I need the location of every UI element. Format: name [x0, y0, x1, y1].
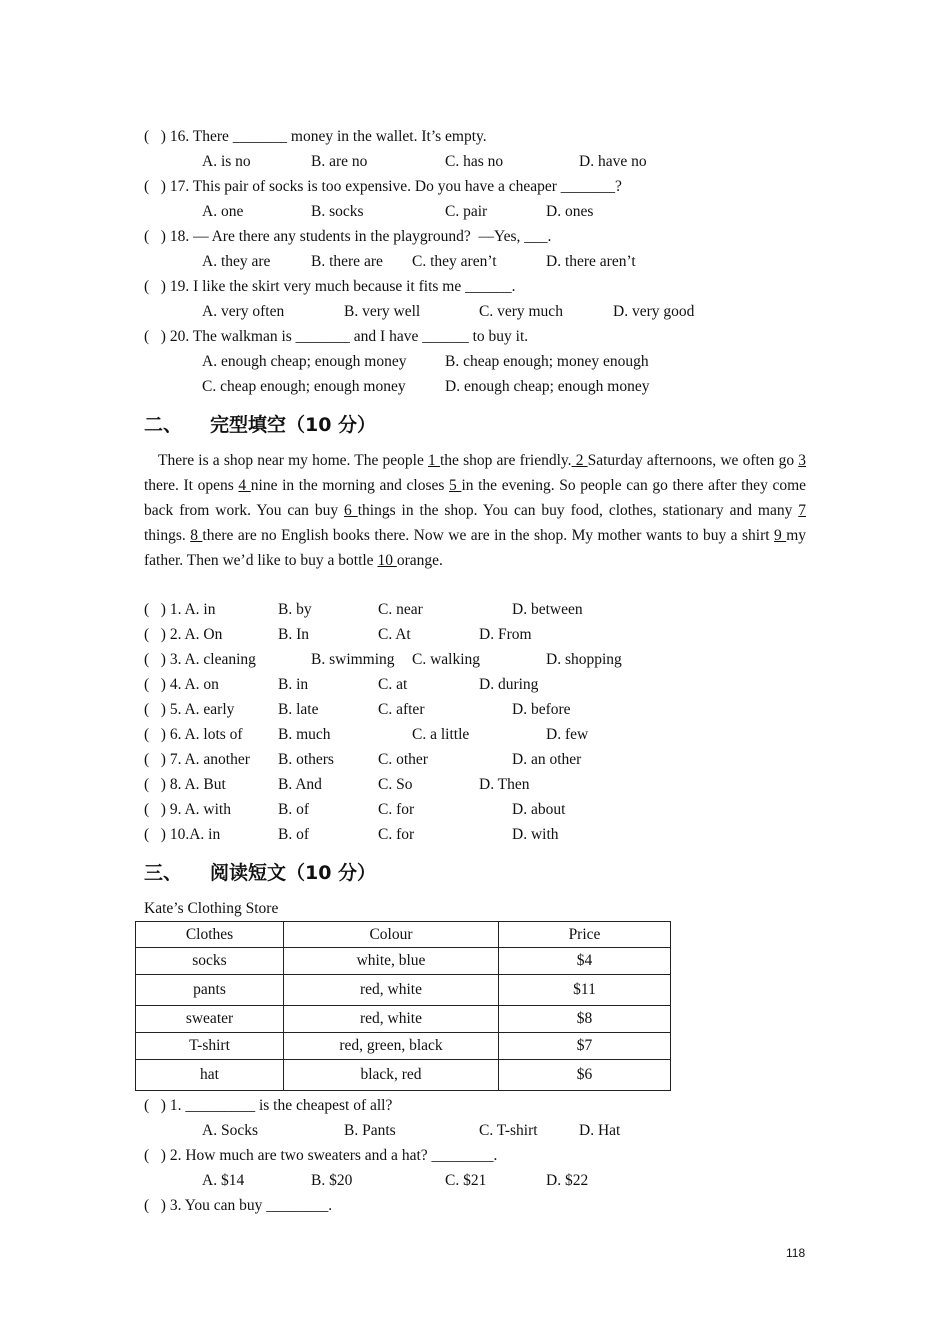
option-17c: C. pair — [445, 203, 488, 220]
cell-clothes: T-shirt — [136, 1033, 284, 1060]
cloze-question-8: ( ) 8. A. But — [144, 776, 226, 793]
blank-5: 5 — [449, 477, 462, 494]
question-16: ( ) 16. There _______ money in the wallet. It’s empty. — [144, 128, 487, 145]
blank-2: 2 — [571, 452, 588, 469]
table-row — [136, 1033, 671, 1060]
cell-price: $6 — [499, 1060, 671, 1091]
question-20: ( ) 20. The walkman is _______ and I have ______ to buy it. — [144, 328, 529, 345]
cloze-question-1: ( ) 1. A. in — [144, 601, 216, 618]
blank-1: 1 — [428, 452, 440, 469]
reading-option-1a: A. Socks — [202, 1122, 258, 1139]
reading-question-2: ( ) 2. How much are two sweaters and a hat? ________. — [144, 1147, 498, 1164]
cloze-option-9b: B. of — [278, 801, 309, 818]
cell-clothes: socks — [136, 948, 284, 975]
table-row — [136, 1060, 671, 1091]
cloze-option-9c: C. for — [378, 801, 415, 818]
option-19d: D. very good — [613, 303, 695, 320]
cloze-option-10c: C. for — [378, 826, 415, 843]
option-16a: A. is no — [202, 153, 251, 170]
cloze-option-4c: C. at — [378, 676, 408, 693]
cloze-option-10b: B. of — [278, 826, 309, 843]
page-number: 118 — [786, 1246, 806, 1260]
header-colour: Colour — [284, 922, 499, 948]
cloze-option-3d: D. shopping — [546, 651, 622, 668]
reading-option-1d: D. Hat — [579, 1122, 621, 1139]
cloze-option-1c: C. near — [378, 601, 423, 618]
blank-9: 9 — [774, 527, 787, 544]
blank-6: 6 — [344, 502, 358, 519]
option-19a: A. very often — [202, 303, 285, 320]
reading-option-1b: B. Pants — [344, 1122, 396, 1139]
cloze-option-6d: D. few — [546, 726, 589, 743]
cloze-option-9d: D. about — [512, 801, 566, 818]
cloze-passage: There is a shop near my home. The people 1 the shop are friendly. 2 Saturday afternoons, we often go 3 there. It opens 4 nine in the morning and closes 5 in the evening. So people can go there after they come back from work. You can buy 6 things in the shop. You can buy food, clothes, stationary and many 7 things. 8 there are no English books there. Now we are in the shop. My mother wants to buy a shirt 9 my father. Then we’d like to buy a bottle 10 orange. — [144, 452, 807, 569]
cell-colour: red, white — [284, 975, 499, 1006]
blank-10: 10 — [377, 552, 397, 569]
cell-clothes: hat — [136, 1060, 284, 1091]
cloze-option-4d: D. during — [479, 676, 539, 693]
cell-colour: black, red — [284, 1060, 499, 1091]
cloze-option-8d: D. Then — [479, 776, 530, 793]
table-row — [136, 948, 671, 975]
cell-price: $8 — [499, 1006, 671, 1033]
option-18d: D. there aren’t — [546, 253, 636, 270]
cell-price: $7 — [499, 1033, 671, 1060]
option-16c: C. has no — [445, 153, 504, 170]
cloze-option-2d: D. From — [479, 626, 532, 643]
option-17d: D. ones — [546, 203, 594, 220]
option-20a: A. enough cheap; enough money — [202, 353, 407, 370]
cloze-option-6c: C. a little — [412, 726, 470, 743]
cloze-option-2c: C. At — [378, 626, 411, 643]
cloze-option-5c: C. after — [378, 701, 425, 718]
option-17a: A. one — [202, 203, 244, 220]
cloze-question-9: ( ) 9. A. with — [144, 801, 231, 818]
blank-7: 7 — [798, 502, 807, 519]
cloze-option-7c: C. other — [378, 751, 428, 768]
cloze-question-3: ( ) 3. A. cleaning — [144, 651, 256, 668]
cloze-option-1b: B. by — [278, 601, 312, 618]
cloze-question-7: ( ) 7. A. another — [144, 751, 250, 768]
cloze-option-1d: D. between — [512, 601, 583, 618]
table-row — [136, 1006, 671, 1033]
reading-option-1c: C. T-shirt — [479, 1122, 538, 1139]
option-19b: B. very well — [344, 303, 421, 320]
cloze-option-8b: B. And — [278, 776, 322, 793]
cloze-option-7d: D. an other — [512, 751, 582, 768]
option-16d: D. have no — [579, 153, 647, 170]
table-title: Kate’s Clothing Store — [144, 900, 279, 917]
reading-option-2a: A. $14 — [202, 1172, 245, 1189]
cell-price: $4 — [499, 948, 671, 975]
cloze-option-4b: B. in — [278, 676, 309, 693]
cloze-question-6: ( ) 6. A. lots of — [144, 726, 243, 743]
reading-option-2c: C. $21 — [445, 1172, 487, 1189]
cloze-question-10: ( ) 10.A. in — [144, 826, 221, 843]
reading-option-2d: D. $22 — [546, 1172, 589, 1189]
cell-clothes: pants — [136, 975, 284, 1006]
cloze-option-3c: C. walking — [412, 651, 481, 668]
blank-3: 3 — [798, 452, 807, 469]
cell-clothes: sweater — [136, 1006, 284, 1033]
question-17: ( ) 17. This pair of socks is too expensive. Do you have a cheaper _______? — [144, 178, 622, 195]
cloze-option-10d: D. with — [512, 826, 559, 843]
cloze-option-2b: B. In — [278, 626, 309, 643]
table-row — [136, 975, 671, 1006]
blank-4: 4 — [238, 477, 251, 494]
reading-question-3: ( ) 3. You can buy ________. — [144, 1197, 333, 1214]
reading-option-2b: B. $20 — [311, 1172, 353, 1189]
cell-colour: red, green, black — [284, 1033, 499, 1060]
header-price: Price — [499, 922, 671, 948]
table-header-row — [136, 922, 671, 948]
question-19: ( ) 19. I like the skirt very much because it fits me ______. — [144, 278, 516, 295]
option-18b: B. there are — [311, 253, 383, 270]
section3-number: 三、 — [144, 862, 183, 884]
option-20b: B. cheap enough; money enough — [445, 353, 649, 370]
blank-8: 8 — [190, 527, 203, 544]
cell-colour: red, white — [284, 1006, 499, 1033]
clothing-store-table — [135, 921, 671, 1091]
option-17b: B. socks — [311, 203, 364, 220]
section2-title: 完型填空（10 分） — [210, 414, 377, 436]
cloze-option-7b: B. others — [278, 751, 334, 768]
option-20d: D. enough cheap; enough money — [445, 378, 650, 395]
question-18: ( ) 18. — Are there any students in the playground? —Yes, ___. — [144, 228, 552, 245]
header-clothes: Clothes — [136, 922, 284, 948]
option-19c: C. very much — [479, 303, 563, 320]
cloze-option-3b: B. swimming — [311, 651, 395, 668]
cloze-option-8c: C. So — [378, 776, 413, 793]
option-18c: C. they aren’t — [412, 253, 497, 270]
section3-title: 阅读短文（10 分） — [210, 862, 377, 884]
cloze-question-4: ( ) 4. A. on — [144, 676, 219, 693]
cloze-question-2: ( ) 2. A. On — [144, 626, 223, 643]
option-18a: A. they are — [202, 253, 271, 270]
reading-question-1: ( ) 1. _________ is the cheapest of all? — [144, 1097, 393, 1114]
cell-colour: white, blue — [284, 948, 499, 975]
option-16b: B. are no — [311, 153, 368, 170]
cloze-option-5b: B. late — [278, 701, 319, 718]
option-20c: C. cheap enough; enough money — [202, 378, 406, 395]
cell-price: $11 — [499, 975, 671, 1006]
cloze-option-5d: D. before — [512, 701, 571, 718]
section2-number: 二、 — [144, 414, 183, 436]
cloze-option-6b: B. much — [278, 726, 331, 743]
cloze-question-5: ( ) 5. A. early — [144, 701, 235, 718]
